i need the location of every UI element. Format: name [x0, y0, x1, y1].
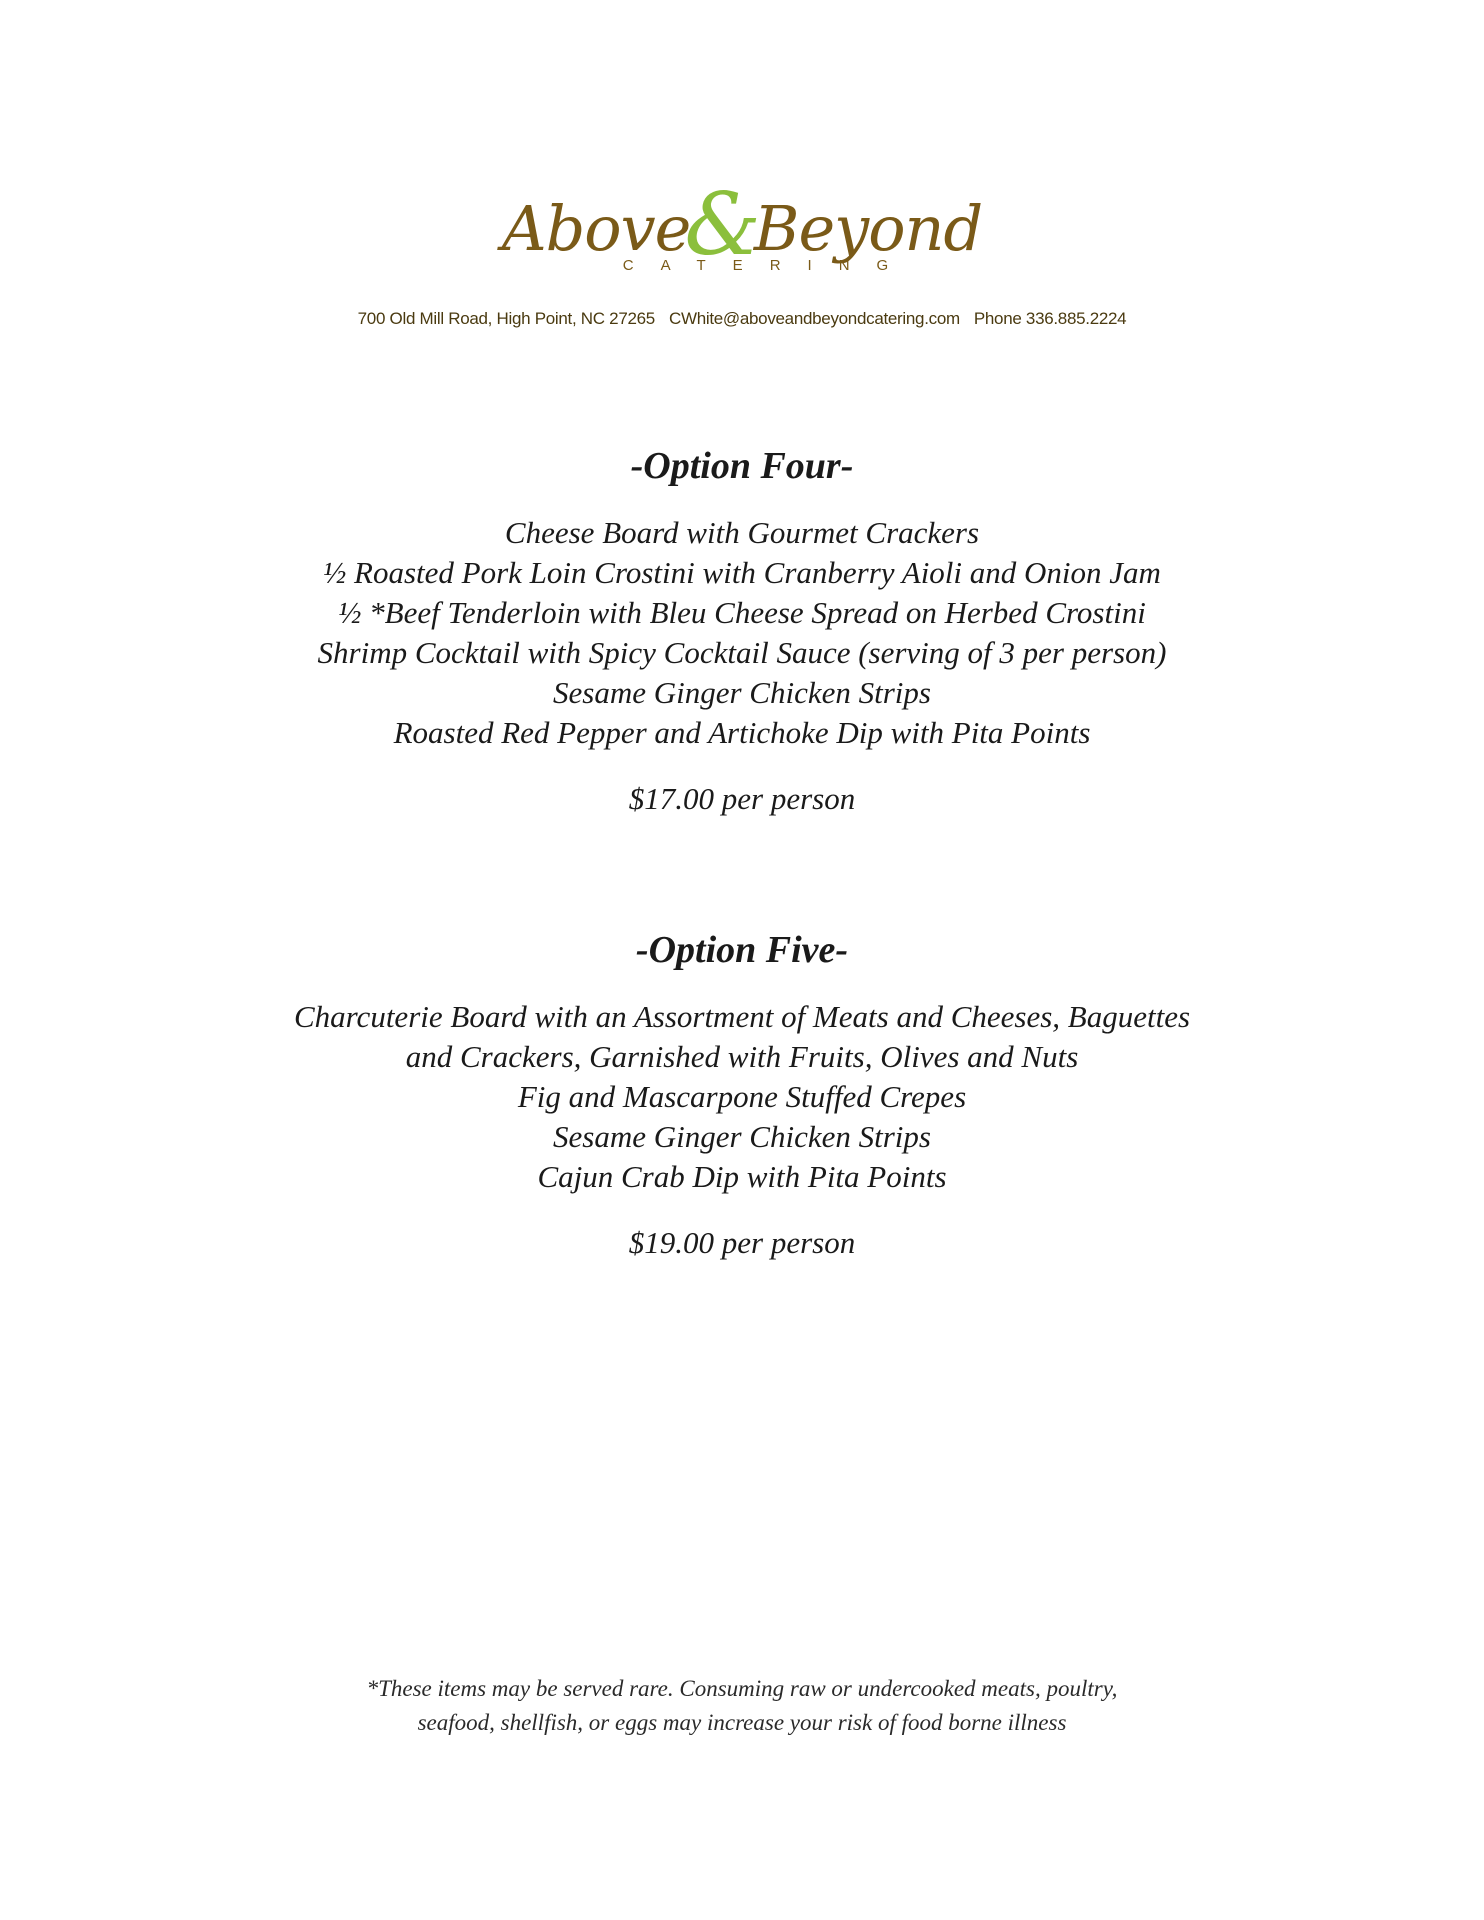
- menu-option-five: [0, 931, 1484, 1263]
- option-item-list: [0, 997, 1484, 1197]
- contact-phone: Phone 336.885.2224: [973, 309, 1127, 328]
- logo-subtitle: CATERING: [622, 257, 916, 274]
- food-safety-disclaimer: [0, 1672, 1484, 1740]
- logo-word-above: Above: [501, 192, 691, 265]
- logo-word-beyond: Beyond: [753, 192, 983, 265]
- menu-item: and Crackers, Garnished with Fruits, Olives and Nuts: [405, 1039, 1079, 1074]
- menu-item: Charcuterie Board with an Assortment of Meats and Cheeses, Baguettes: [293, 999, 1191, 1034]
- menu-item: ½ *Beef Tenderloin with Bleu Cheese Spread on Herbed Crostini: [338, 595, 1146, 630]
- menu-option-four: [0, 447, 1484, 819]
- menu-item: Cheese Board with Gourmet Crackers: [504, 515, 980, 550]
- option-price: $19.00 per person: [628, 1225, 856, 1260]
- menu-item: Cajun Crab Dip with Pita Points: [537, 1159, 947, 1194]
- menu-item: Shrimp Cocktail with Spicy Cocktail Sauce (serving of 3 per person): [317, 635, 1167, 670]
- option-title: -Option Four-: [630, 445, 854, 487]
- menu-item: Sesame Ginger Chicken Strips: [553, 1119, 931, 1154]
- disclaimer-line: seafood, shellfish, or eggs may increase your risk of food borne illness: [417, 1710, 1067, 1735]
- contact-address: 700 Old Mill Road, High Point, NC 27265: [357, 309, 655, 328]
- option-price: $17.00 per person: [628, 781, 856, 816]
- disclaimer-line: *These items may be served rare. Consuming raw or undercooked meats, poultry,: [366, 1676, 1118, 1701]
- menu-item: Sesame Ginger Chicken Strips: [553, 675, 931, 710]
- option-item-list: [0, 513, 1484, 753]
- menu-item: Roasted Red Pepper and Artichoke Dip with Pita Points: [393, 715, 1091, 750]
- menu-item: Fig and Mascarpone Stuffed Crepes: [517, 1079, 967, 1114]
- contact-email: CWhite@aboveandbeyondcatering.com: [668, 309, 960, 328]
- option-title: -Option Five-: [635, 929, 849, 971]
- contact-line: [0, 309, 1484, 329]
- company-logo: [0, 170, 1484, 280]
- logo-ampersand: &: [684, 175, 760, 275]
- menu-item: ½ Roasted Pork Loin Crostini with Cranberry Aioli and Onion Jam: [323, 555, 1161, 590]
